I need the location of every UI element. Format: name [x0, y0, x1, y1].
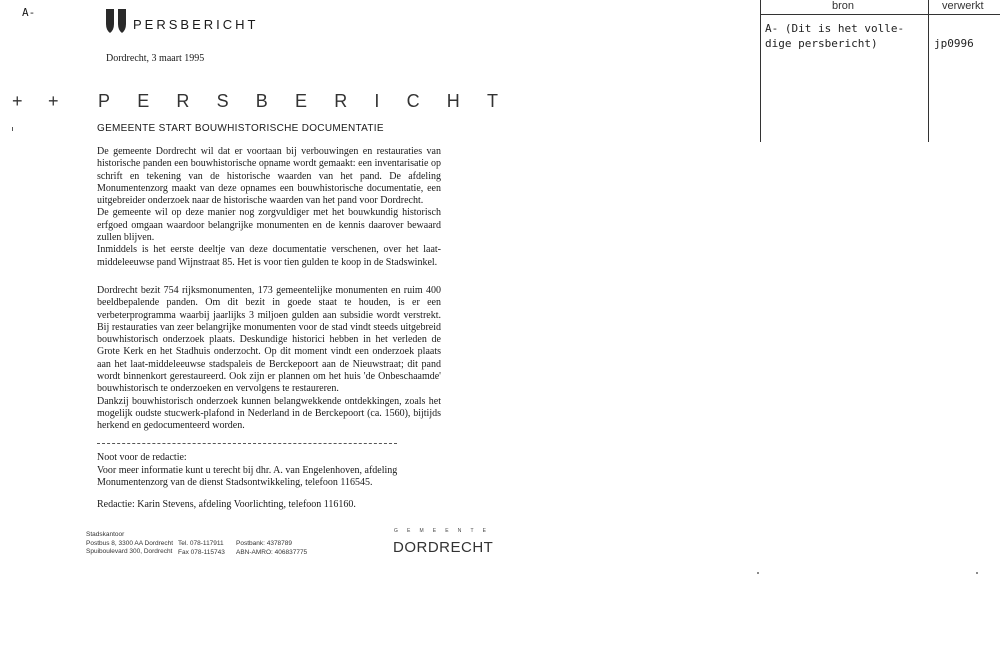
- bron-line: dige persbericht): [765, 37, 878, 50]
- corner-mark: A-: [22, 6, 36, 19]
- redactie-line: Redactie: Karin Stevens, afdeling Voorlichting, telefoon 116160.: [97, 499, 356, 510]
- footer-bank: [236, 540, 307, 557]
- scan-speck: [976, 572, 978, 574]
- paragraph: Inmiddels is het eerste deeltje van deze documentatie verschenen, over het laat-middeleeuwse pand Wijnstraat 85. Het is voor tien gulden te koop in de Stadswinkel.: [97, 244, 441, 268]
- footer-line: Postbank: 4378789: [236, 540, 293, 547]
- gemeente-letter: M: [419, 528, 424, 534]
- footer-line: Spuiboulevard 300, Dordrecht: [86, 548, 173, 555]
- heading-letter: E: [295, 91, 308, 111]
- letterhead-word: PERSBERICHT: [133, 17, 259, 32]
- gemeente-letter: N: [457, 528, 462, 534]
- paragraph: De gemeente wil op deze manier nog zorgvuldiger met het bouwkundig historisch erfgoed omgaan waardoor belangrijke monumenten en de kennis daarover bewaard zullen blijven.: [97, 207, 441, 244]
- footer-line: ABN-AMRO: 406837775: [236, 548, 308, 556]
- note-heading: Noot voor de redactie:: [97, 452, 187, 463]
- city-logotype: DORDRECHT: [393, 539, 494, 556]
- gemeente-letter: T: [470, 528, 474, 534]
- paragraph: De gemeente Dordrecht wil dat er voortaan bij verbouwingen en restauraties van historische panden een bouwhistorische opname wordt gemaakt: een inventarisatie op schrift en tekening van de historische waarden van het pand. De afdeling Monumentenzorg maakt van deze opnames een bouwhistorische documentatie, een uitgebreider onderzoek naar de historische waarden van het pand voor Dordrecht.: [97, 146, 441, 207]
- plus-mark: +: [12, 91, 23, 111]
- table-divider: [760, 0, 761, 142]
- gemeente-letter: E: [445, 528, 449, 534]
- verwerkt-cell: jp0996: [934, 37, 974, 50]
- footer-line: Postbus 8, 3300 AA Dordrecht: [86, 539, 174, 547]
- dordrecht-shield-logo-icon: [105, 8, 127, 34]
- table-divider: [928, 0, 929, 142]
- footer-line: Stadskantoor: [86, 531, 125, 538]
- heading-letter: H: [446, 91, 460, 111]
- big-heading: [10, 91, 500, 111]
- gemeente-letter: E: [407, 528, 411, 534]
- heading-letter: I: [374, 91, 380, 111]
- footer-address: [86, 531, 173, 557]
- footer-line: Tel. 078-117911: [178, 540, 224, 547]
- heading-letter: S: [216, 91, 229, 111]
- big-heading-letters: [98, 91, 498, 112]
- paragraph: Dankzij bouwhistorisch onderzoek kunnen belangwekkende ontdekkingen, zoals het mogelijk oudste stucwerk-plafond in Nederland in de Berckepoort (ca. 1560), bijtijds herkend en gedocumenteerd worden.: [97, 395, 441, 432]
- body-section-1: [97, 146, 441, 269]
- margin-tick: [12, 127, 13, 131]
- dateline: Dordrecht, 3 maart 1995: [106, 53, 205, 64]
- gemeente-letter: E: [432, 528, 437, 534]
- scan-speck: [757, 572, 759, 574]
- gemeente-letter: E: [482, 528, 486, 534]
- heading-letter: R: [176, 91, 190, 111]
- heading-letter: C: [406, 91, 420, 111]
- paragraph: Dordrecht bezit 754 rijksmonumenten, 173 gemeentelijke monumenten en ruim 400 beeldbepalende panden. Om dit bezit in goede staat te houden, is er een verbeterprogramma waarbij jaarlijks 3 miljoen gulden aan subsidie wordt verstrekt. Bij restauraties van zeer belangrijke monumenten voor de stad vindt steeds uitgebreid bouwhistorisch onderzoek plaats. Deskundige historici hebben in het verleden de Grote Kerk en het Stadhuis onderzocht. Op dit moment vindt een onderzoek plaats aan het laat-middeleeuwse stadspaleis de Berckepoort aan de Nieuwstraat; dit pand wordt binnenkort gerestaureerd. Ook zijn er plannen om het huis 'de Onbeschaamde' bouwhistorisch te onderzoeken en vervolgens te restaureren.: [97, 285, 441, 395]
- footer-phone: [178, 540, 225, 557]
- heading-letter: E: [137, 91, 150, 111]
- bron-line: A- (Dit is het volle-: [765, 22, 905, 35]
- table-header-rule: [760, 14, 1000, 15]
- editor-note: [97, 452, 447, 490]
- heading-letter: T: [486, 91, 498, 111]
- body-section-2: [97, 285, 441, 433]
- dashed-divider: [97, 443, 397, 444]
- heading-letter: R: [334, 91, 348, 111]
- heading-letter: B: [255, 91, 268, 111]
- document-title: GEMEENTE START BOUWHISTORISCHE DOCUMENTATIE: [97, 123, 384, 134]
- heading-letter: P: [98, 91, 111, 111]
- gemeente-letter: G: [394, 528, 398, 534]
- gemeente-spaced: [394, 528, 486, 534]
- footer-line: Fax 078-115743: [178, 548, 225, 556]
- note-text: Voor meer informatie kunt u terecht bij dhr. A. van Engelenhoven, afdeling Monumentenzorg van de dienst Stadsontwikkeling, telefoon 116545.: [97, 464, 398, 488]
- bron-cell: [765, 21, 925, 51]
- column-header-verwerkt: verwerkt: [942, 0, 984, 12]
- plus-mark: +: [48, 91, 59, 111]
- column-header-bron: bron: [832, 0, 855, 12]
